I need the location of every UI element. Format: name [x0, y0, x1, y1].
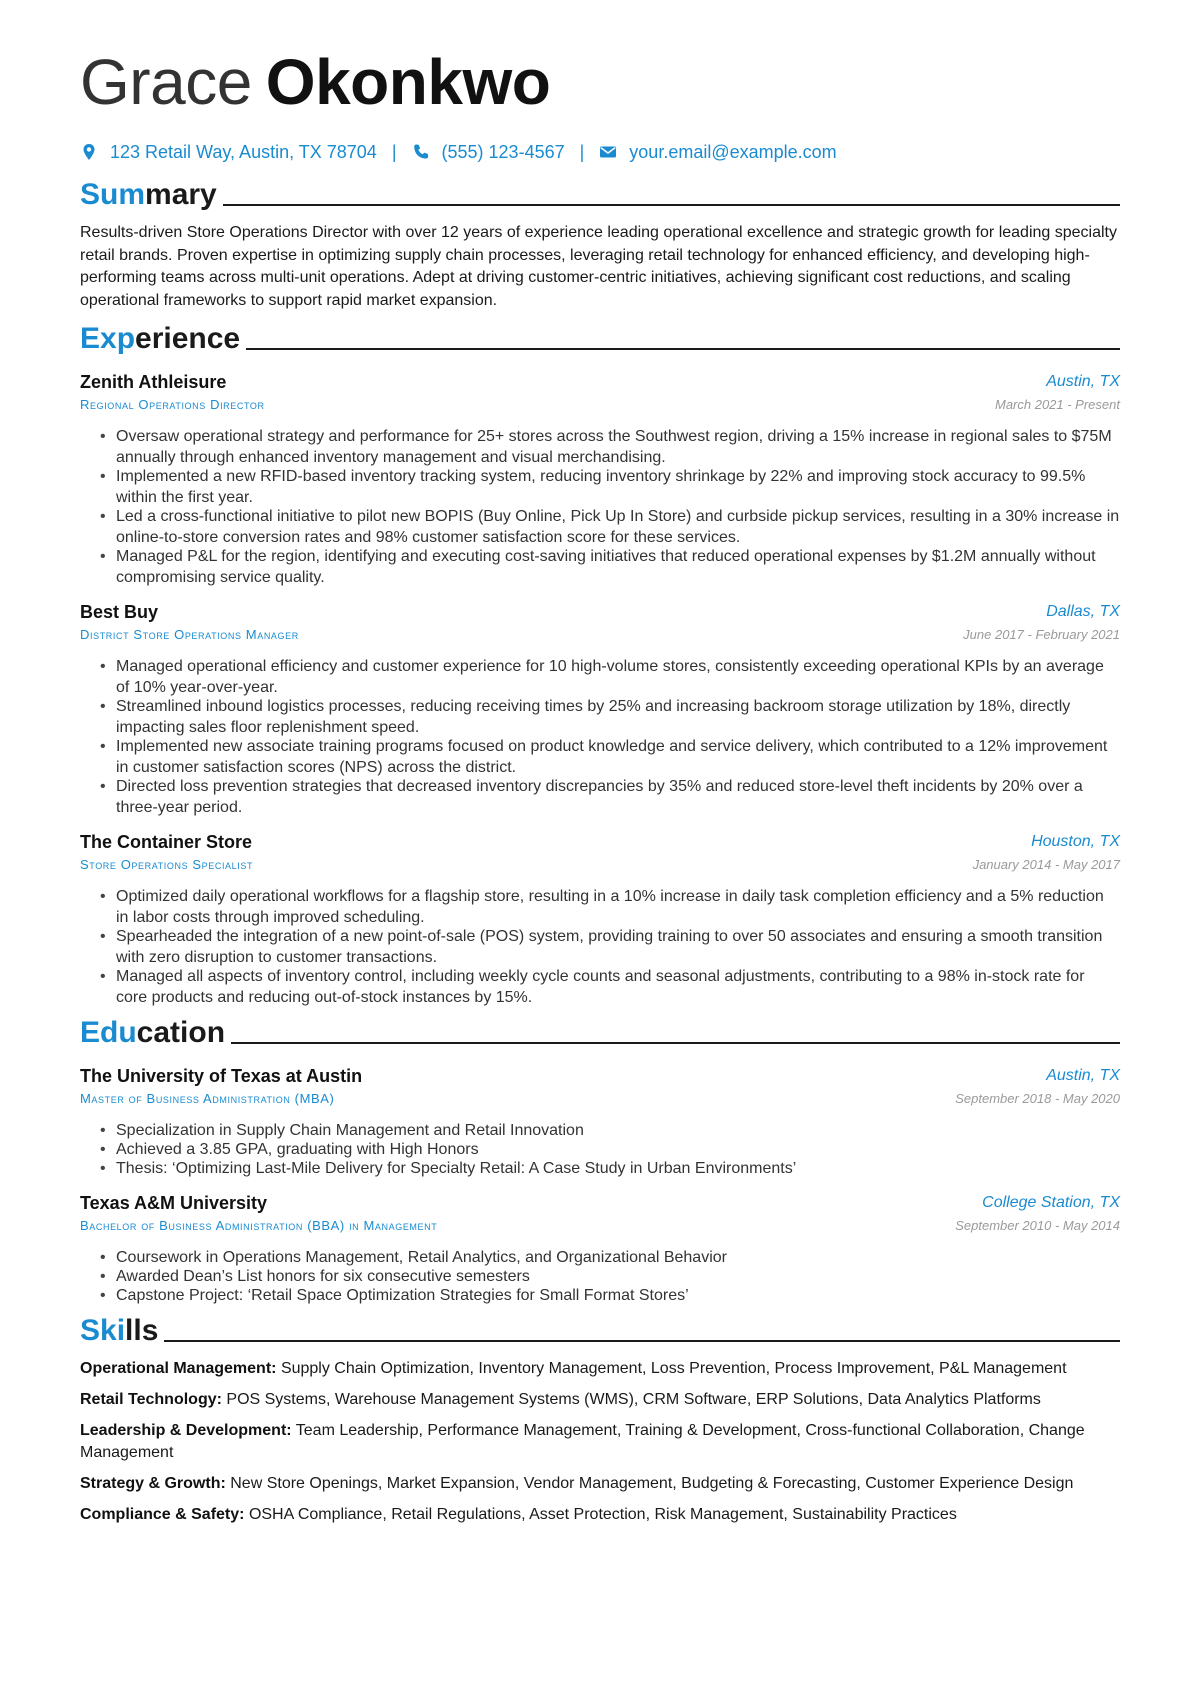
candidate-name	[80, 42, 1120, 122]
entry-dates: January 2014 - May 2017	[972, 856, 1120, 872]
envelope-icon	[599, 143, 617, 161]
entry-location: Austin, TX	[1046, 373, 1120, 390]
entry-dates: September 2018 - May 2020	[955, 1090, 1120, 1106]
experience-entry	[80, 600, 1120, 818]
degree-title: Bachelor of Business Administration (BBA) in Management	[80, 1217, 438, 1233]
bullet-item: • Optimized daily operational workflows for a flagship store, resulting in a 10% increase in daily task completion efficiency and a 5% reduction in labor costs through improved scheduling.	[116, 886, 1120, 928]
address-text: 123 Retail Way, Austin, TX 78704	[110, 141, 377, 162]
skill-values: New Store Openings, Market Expansion, Vendor Management, Budgeting & Forecasting, Customer Experience Design	[230, 1475, 1074, 1492]
skill-category: Strategy & Growth:	[80, 1475, 226, 1492]
bullet-item: • Implemented a new RFID-based inventory tracking system, reducing inventory shrinkage by 22% and improving stock accuracy to 99.5% within the first year.	[116, 466, 1120, 508]
employer-name: The Container Store	[80, 831, 253, 852]
bullet-item: • Streamlined inbound logistics processes, reducing receiving times by 25% and increasing backroom storage utilization by 18%, directly impacting sales floor replenishment speed.	[116, 696, 1120, 738]
contact-separator: |	[391, 141, 397, 162]
entry-location: Austin, TX	[1046, 1067, 1120, 1084]
contact-address	[80, 142, 377, 163]
experience-entry	[80, 830, 1120, 1008]
resume-page	[80, 0, 1120, 1535]
bullet-item: • Coursework in Operations Management, Retail Analytics, and Organizational Behavior	[116, 1247, 1120, 1268]
bullet-list	[80, 1247, 1120, 1306]
entry-dates: March 2021 - Present	[994, 396, 1120, 412]
summary-text: Results-driven Store Operations Director with over 12 years of experience leading operational excellence and strategic growth for leading specialty retail brands. Proven expertise in optimizing supply chain processes, leveraging retail technology for enhanced efficiency, and developing high-performing teams across multi-unit operations. Adept at driving customer-centric initiatives, achieving significant cost reductions, and scaling operational frameworks to support rapid market expansion.	[80, 224, 1117, 309]
contact-line	[80, 138, 1120, 166]
job-title: Store Operations Specialist	[80, 856, 254, 872]
skill-values: Supply Chain Optimization, Inventory Management, Loss Prevention, Process Improvement, P&L Management	[280, 1360, 1067, 1377]
bullet-list	[80, 426, 1120, 588]
phone-text: (555) 123-4567	[441, 141, 565, 162]
contact-phone	[412, 142, 565, 163]
skill-category: Operational Management:	[80, 1360, 277, 1377]
skill-values: OSHA Compliance, Retail Regulations, Asset Protection, Risk Management, Sustainability Practices	[248, 1506, 957, 1523]
job-title: Regional Operations Director	[80, 396, 265, 412]
skill-values: POS Systems, Warehouse Management Systems (WMS), CRM Software, ERP Solutions, Data Analytics Platforms	[226, 1391, 1041, 1408]
education-entry	[80, 1191, 1120, 1306]
job-title: District Store Operations Manager	[80, 626, 299, 642]
experience-entry	[80, 370, 1120, 588]
entry-location: College Station, TX	[982, 1194, 1120, 1211]
bullet-item: • Managed operational efficiency and customer experience for 10 high-volume stores, consistently exceeding operational KPIs by an average of 10% year-over-year.	[116, 656, 1120, 698]
first-name: Grace	[80, 46, 252, 118]
employer-name: Best Buy	[80, 601, 159, 622]
degree-title: Master of Business Administration (MBA)	[80, 1090, 335, 1106]
section-rule	[246, 348, 1120, 350]
skill-row	[80, 1420, 1120, 1464]
bullet-item: • Spearheaded the integration of a new point-of-sale (POS) system, providing training to over 50 associates and ensuring a smooth transition with zero disruption to customer transactions.	[116, 926, 1120, 968]
phone-icon	[412, 143, 430, 161]
section-title: Skills	[80, 1314, 159, 1347]
skills-list	[80, 1358, 1120, 1526]
map-pin-icon	[80, 143, 98, 161]
bullet-list	[80, 886, 1120, 1008]
email-link[interactable]: your.email@example.com	[629, 141, 837, 162]
bullet-list	[80, 1120, 1120, 1179]
entry-location: Houston, TX	[1031, 833, 1120, 850]
bullet-item: • Awarded Dean’s List honors for six consecutive semesters	[116, 1266, 1120, 1287]
bullet-list	[80, 656, 1120, 818]
bullet-item: • Directed loss prevention strategies that decreased inventory discrepancies by 35% and reduced store-level theft incidents by 20% over a three-year period.	[116, 776, 1120, 818]
bullet-item: • Specialization in Supply Chain Management and Retail Innovation	[116, 1120, 1120, 1141]
bullet-item: • Thesis: ‘Optimizing Last-Mile Delivery for Specialty Retail: A Case Study in Urban Environments’	[116, 1158, 1120, 1179]
bullet-item: • Oversaw operational strategy and performance for 25+ stores across the Southwest region, driving a 15% increase in regional sales to $75M annually through enhanced inventory management and visual merchandising.	[116, 426, 1120, 468]
skill-values: Team Leadership, Performance Management, Training & Development, Cross-functional Collaboration, Change Management	[80, 1422, 1085, 1461]
skills-heading	[80, 1314, 1120, 1348]
section-title: Summary	[80, 178, 217, 211]
skill-row	[80, 1389, 1120, 1411]
summary-heading	[80, 178, 1120, 212]
section-title: Education	[80, 1016, 226, 1049]
entry-dates: June 2017 - February 2021	[963, 626, 1120, 642]
entry-dates: September 2010 - May 2014	[955, 1217, 1120, 1233]
bullet-item: • Managed all aspects of inventory control, including weekly cycle counts and seasonal adjustments, contributing to a 98% in-stock rate for core products and reducing out-of-stock instances by 15%.	[116, 966, 1120, 1008]
skill-category: Retail Technology:	[80, 1391, 222, 1408]
employer-name: Zenith Athleisure	[80, 371, 227, 392]
bullet-item: • Led a cross-functional initiative to pilot new BOPIS (Buy Online, Pick Up In Store) and curbside pickup services, resulting in a 30% increase in online-to-store conversion rates and 98% customer satisfaction score for these services.	[116, 506, 1120, 548]
education-heading	[80, 1016, 1120, 1050]
bullet-item: • Capstone Project: ‘Retail Space Optimization Strategies for Small Format Stores’	[116, 1285, 1120, 1306]
last-name: Okonkwo	[265, 46, 551, 118]
bullet-item: • Implemented new associate training programs focused on product knowledge and service delivery, which contributed to a 12% improvement in customer satisfaction scores (NPS) across the district.	[116, 736, 1120, 778]
section-rule	[223, 204, 1120, 206]
section-title: Experience	[80, 322, 241, 355]
school-name: Texas A&M University	[80, 1192, 268, 1213]
school-name: The University of Texas at Austin	[80, 1065, 363, 1086]
section-rule	[164, 1340, 1120, 1342]
contact-email[interactable]	[599, 142, 836, 163]
bullet-item: • Managed P&L for the region, identifying and executing cost-saving initiatives that reduced operational expenses by $1.2M annually without compromising service quality.	[116, 546, 1120, 588]
skill-category: Compliance & Safety:	[80, 1506, 245, 1523]
bullet-item: • Achieved a 3.85 GPA, graduating with High Honors	[116, 1139, 1120, 1160]
contact-separator: |	[579, 141, 585, 162]
skill-row	[80, 1504, 1120, 1526]
education-entry	[80, 1064, 1120, 1179]
skill-row	[80, 1473, 1120, 1495]
skill-row	[80, 1358, 1120, 1380]
experience-heading	[80, 322, 1120, 356]
section-rule	[231, 1042, 1120, 1044]
skill-category: Leadership & Development:	[80, 1422, 292, 1439]
entry-location: Dallas, TX	[1046, 603, 1120, 620]
